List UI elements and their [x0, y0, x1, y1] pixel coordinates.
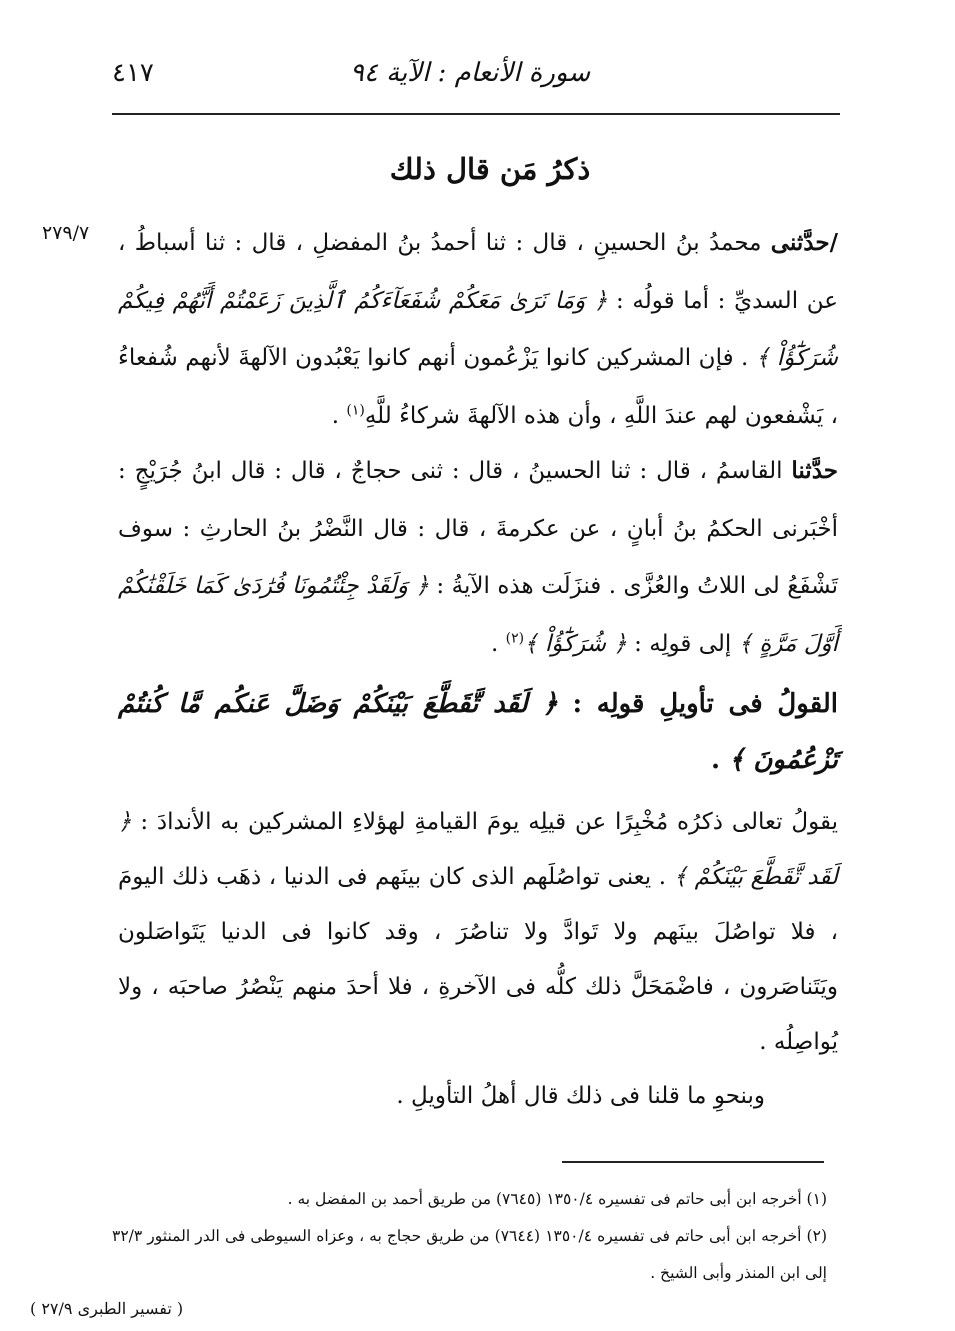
paragraph-text: يقولُ تعالى ذكرُه مُخْبِرًا عن قيلِه يومَ القيامةِ لهؤلاءِ المشركين به الأندادَ : [131, 809, 838, 835]
paragraph-text: . يعنى تواصُلَهم الذى كان بينَهم فى الدنيا ، ذهَب ذلك اليومَ ، فلا تواصُلَ بينَهم ولا تَوادَّ ولا تناصُرَ ، وقد كانوا فى الدنيا يَتَواصَلون ويَتَناصَرون ، فاضْمَحَلَّ ذلك كلُّه فى الآخرةِ ، فلا أحدَ منهم يَنْصُرُ صاحبَه ، ولا يُواصِلُه . [118, 864, 838, 1055]
paragraph-4 [118, 795, 838, 1065]
quran-verse: ﴿ شُرَكَٰٓؤُاْ ﴾ [524, 630, 627, 657]
paragraph-text: . فإن المشركين كانوا يَزْعُمون أنهم كانوا يَعْبُدون الآلهةَ لأنهم شُفعاءُ ، يَشْفعون لهم عندَ اللَّهِ ، وأن هذه الآلهةَ شركاءُ للَّهِ [118, 345, 838, 429]
quran-verse: ﴿ وَمَا نَرَىٰ مَعَكُمْ شُفَعَآءَكُمُ ٱلَّذِينَ زَعَمْتُمْ أَنَّهُمْ فِيكُمْ شُرَكَٰٓؤُاْ ﴾ [118, 287, 838, 371]
book-signature: ( تفسير الطبرى ٢٧/٩ ) [30, 1299, 184, 1318]
running-header: سورة الأنعام : الآية ٩٤ [349, 58, 591, 88]
paragraph-lead: حدَّثنا [791, 457, 838, 484]
paragraph-end: . [710, 745, 730, 775]
quran-verse: ﴿ لَقَد تَّقَطَّعَ بَيْنَكُمْ ﴾ [118, 809, 839, 890]
footnote-marker: (١) [346, 401, 365, 418]
paragraph-text: إلى قولِه : [626, 630, 739, 657]
paragraph-end: . [490, 630, 506, 657]
footnote-1: (١) أخرجه ابن أبى حاتم فى تفسيره ١٣٥٠/٤ (٧٦٤٥) من طريق أحمد بن المفضل به . [287, 1190, 827, 1208]
quran-verse: ﴿ وَلَقَدْ جِئْتُمُونَا فُرَٰدَىٰ كَمَا خَلَقْنَٰكُمْ أَوَّلَ مَرَّةٍ ﴾ [118, 573, 838, 657]
paragraph-5: وبنحوِ ما قلنا فى ذلك قال أهلُ التأويلِ . [396, 1083, 765, 1109]
paragraph-text: محمدُ بنُ الحسينِ ، قال : ثنا أحمدُ بنُ المفضلِ ، قال : ثنا أسباطُ ، عن السديِّ : أما قولُه : [118, 230, 838, 314]
margin-reference: ٢٧٩/٧ [42, 222, 90, 244]
footnote-divider [562, 1161, 824, 1163]
paragraph-1 [118, 214, 838, 446]
heading-lead: القولُ فى تأويلِ قولِه : [557, 689, 838, 719]
interpretation-heading [118, 676, 838, 792]
paragraph-text: القاسمُ ، قال : ثنا الحسينُ ، قال : ثنى حجاجٌ ، قال : قال ابنُ جُرَيْجٍ : أخْبَرنى الحكمُ بنُ أبانٍ ، عن عكرمةَ ، قال : قال النَّضْرُ بنُ الحارثِ : سوف تَشْفَعُ لى اللاتُ والعُزَّى . فنزَلَت هذه الآيةُ : [118, 458, 838, 599]
footnote-2: (٢) أخرجه ابن أبى حاتم فى تفسيره ١٣٥٠/٤ (٧٦٤٤) من طريق حجاج به ، وعزاه السيوطى فى الدر المنثور ٣٢/٣ إلى ابن المنذر وأبى الشيخ . [112, 1227, 827, 1282]
page-number: ٤١٧ [112, 58, 154, 88]
footnote-marker: (٢) [505, 629, 525, 646]
section-title: ذكرُ مَن قال ذلك [389, 152, 591, 186]
header-divider [112, 113, 840, 115]
paragraph-end: . [331, 402, 347, 429]
paragraph-2 [118, 442, 838, 674]
paragraph-lead: /حدَّثنى [770, 229, 838, 256]
quran-verse: ﴿ لَقَد تَّقَطَّعَ بَيْنَكُمْ وَضَلَّ عَنكُم مَّا كُنتُمْ تَزْعُمُونَ ﴾ [118, 689, 838, 775]
